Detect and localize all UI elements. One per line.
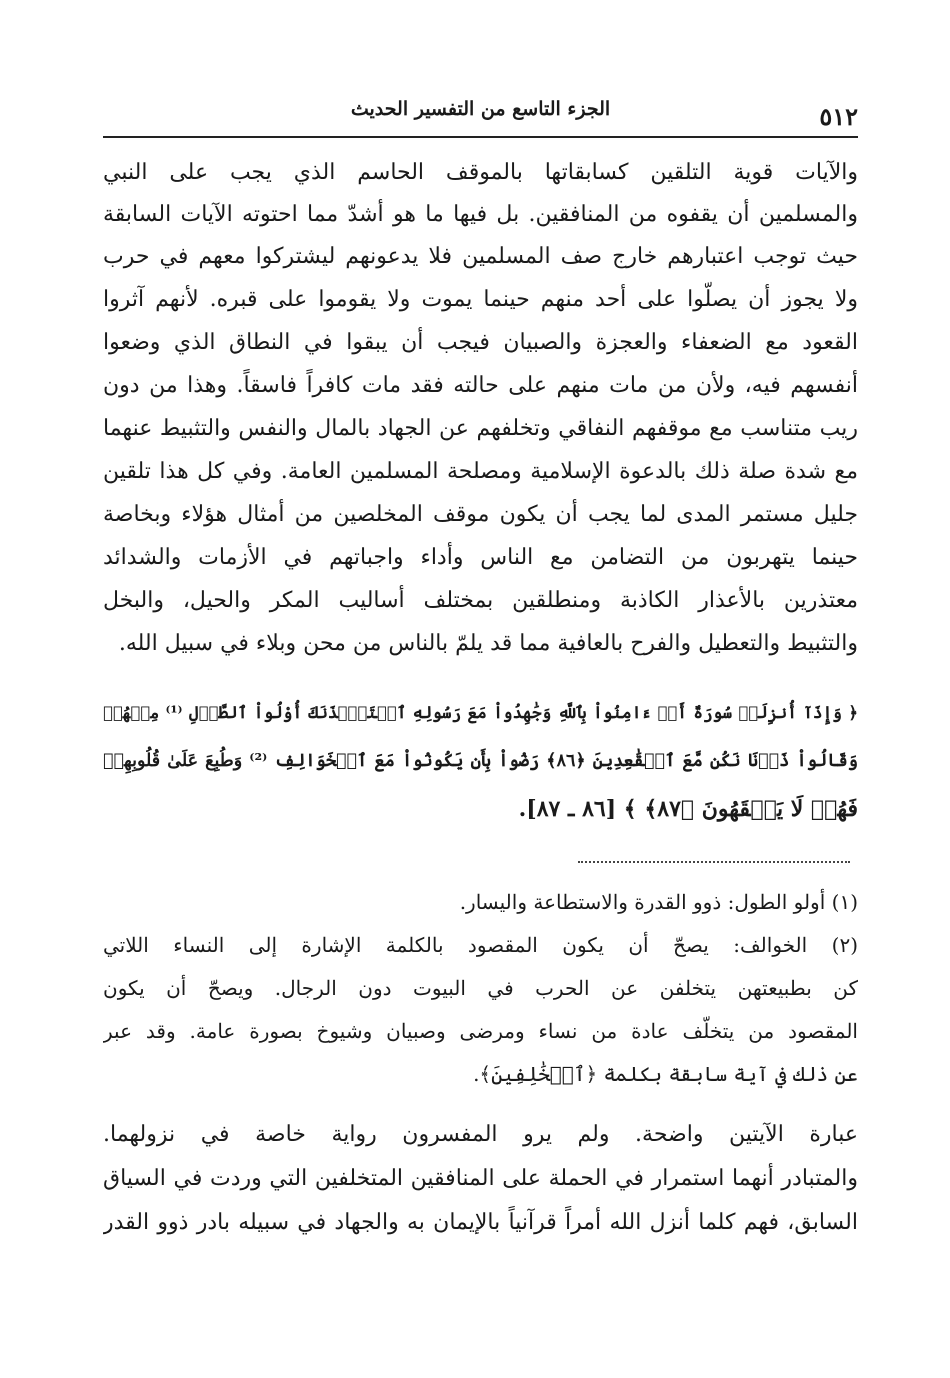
running-title: الجزء التاسع من التفسير الحديث	[350, 98, 611, 120]
quran-verse-line: ﴿ وَإِذَآ أُنزِلَتۡ سُورَةٌ أَنۡ ءَامِنُواْ بِٱللَّهِ وَجَٰهِدُواْ مَعَ رَسُولِهِ ٱسۡتَـٔۡذَنَكَ أُوْلُواْ ٱلطَّوۡلِ ⁽¹⁾ مِنۡهُمۡ	[103, 703, 858, 722]
paragraph-line: القعود مع الضعفاء والعجزة والصبيان فيجب أن يبقوا في النطاق الذي وضعوا	[103, 330, 858, 355]
paragraph-line: معتذرين بالأعذار الكاذبة ومنطلقين بمختلف أساليب المكر والحيل، والبخل	[103, 588, 858, 613]
paragraph-line: جليل مستمر المدى لما يجب أن يكون موقف المخلصين من أمثال هؤلاء وبخاصة	[103, 502, 858, 527]
paragraph-line: ريب متناسب مع موقفهم النفاقي وتخلفهم عن الجهاد بالمال والنفس والتثبيط عنهما	[103, 416, 858, 441]
footnote-separator	[578, 855, 850, 863]
quran-verse-line: وَقَالُواْ ذَرۡنَا نَكُن مَّعَ ٱلۡقَٰعِدِينَ ﴿٨٦﴾ رَضُواْ بِأَن يَكُونُواْ مَعَ ٱلۡخَوَالِفِ ⁽²⁾ وَطُبِعَ عَلَىٰ قُلُوبِهِمۡ	[103, 751, 858, 771]
paragraph-line: عبارة الآيتين واضحة. ولم يرو المفسرون رواية خاصة في نزولهما.	[103, 1122, 858, 1147]
paragraph-line: حيث توجب اعتبارهم خارج صف المسلمين فلا يدعونهم ليشتركوا معهم في حرب	[103, 244, 858, 269]
paragraph-line: والمسلمين أن يقفوه من المنافقين. بل فيها ما هو أشدّ مما احتوته الآيات السابقة	[103, 202, 858, 227]
paragraph-line: أنفسهم فيه، ولأن من مات منهم على حالته فقد مات كافراً فاسقاً. وهذا من دون	[103, 373, 858, 398]
paragraph-line: حينما يتهربون من التضامن مع الناس وأداء واجباتهم في الأزمات والشدائد	[103, 545, 858, 570]
quran-verse-line: فَهُمۡ لَا يَفۡقَهُونَ ﴿٨٧﴾ ﴾ [٨٦ ـ ٨٧].	[518, 796, 858, 822]
footnote-line: عن ذلك في آية سابقة بكلمة ﴿ٱلۡخَٰلِفِينَ﴾.	[473, 1062, 858, 1086]
footnote-line: (٢) الخوالف: يصحّ أن يكون المقصود بالكلمة الإشارة إلى النساء اللاتي	[103, 933, 858, 957]
page-header	[103, 92, 858, 138]
footnote-line: (١) أولو الطول: ذوو القدرة والاستطاعة واليسار.	[459, 890, 858, 914]
paragraph-line: مع شدة صلة ذلك بالدعوة الإسلامية ومصلحة المسلمين العامة. وفي كل هذا تلقين	[103, 459, 858, 484]
footnote-line: كن بطبيعتهن يتخلفن عن الحرب في البيوت دون الرجال. ويصحّ أن يكون	[103, 976, 858, 1000]
footnote-line: المقصود من يتخلّف عادة من نساء ومرضى وصبيان وشيوخ بصورة عامة. وقد عبر	[103, 1019, 858, 1043]
page-number: ٥١٢	[819, 102, 858, 131]
paragraph-line: ولا يجوز أن يصلّوا على أحد منهم حينما يموت ولا يقوموا على قبره. لأنهم آثروا	[103, 287, 858, 312]
paragraph-line: السابق، فهم كلما أنزل الله أمراً قرآنياً بالإيمان به والجهاد في سبيله بادر ذوو القدر	[103, 1210, 858, 1235]
paragraph-line: والتثبيط والتعطيل والفرح بالعافية مما قد يلمّ بالناس من محن وبلاء في سبيل الله.	[118, 631, 858, 656]
paragraph-line: والمتبادر أنهما استمرار في الحملة على المنافقين المتخلفين التي وردت في السياق	[103, 1166, 858, 1191]
paragraph-line: والآيات قوية التلقين كسابقاتها بالموقف الحاسم الذي يجب على النبي	[103, 160, 858, 185]
